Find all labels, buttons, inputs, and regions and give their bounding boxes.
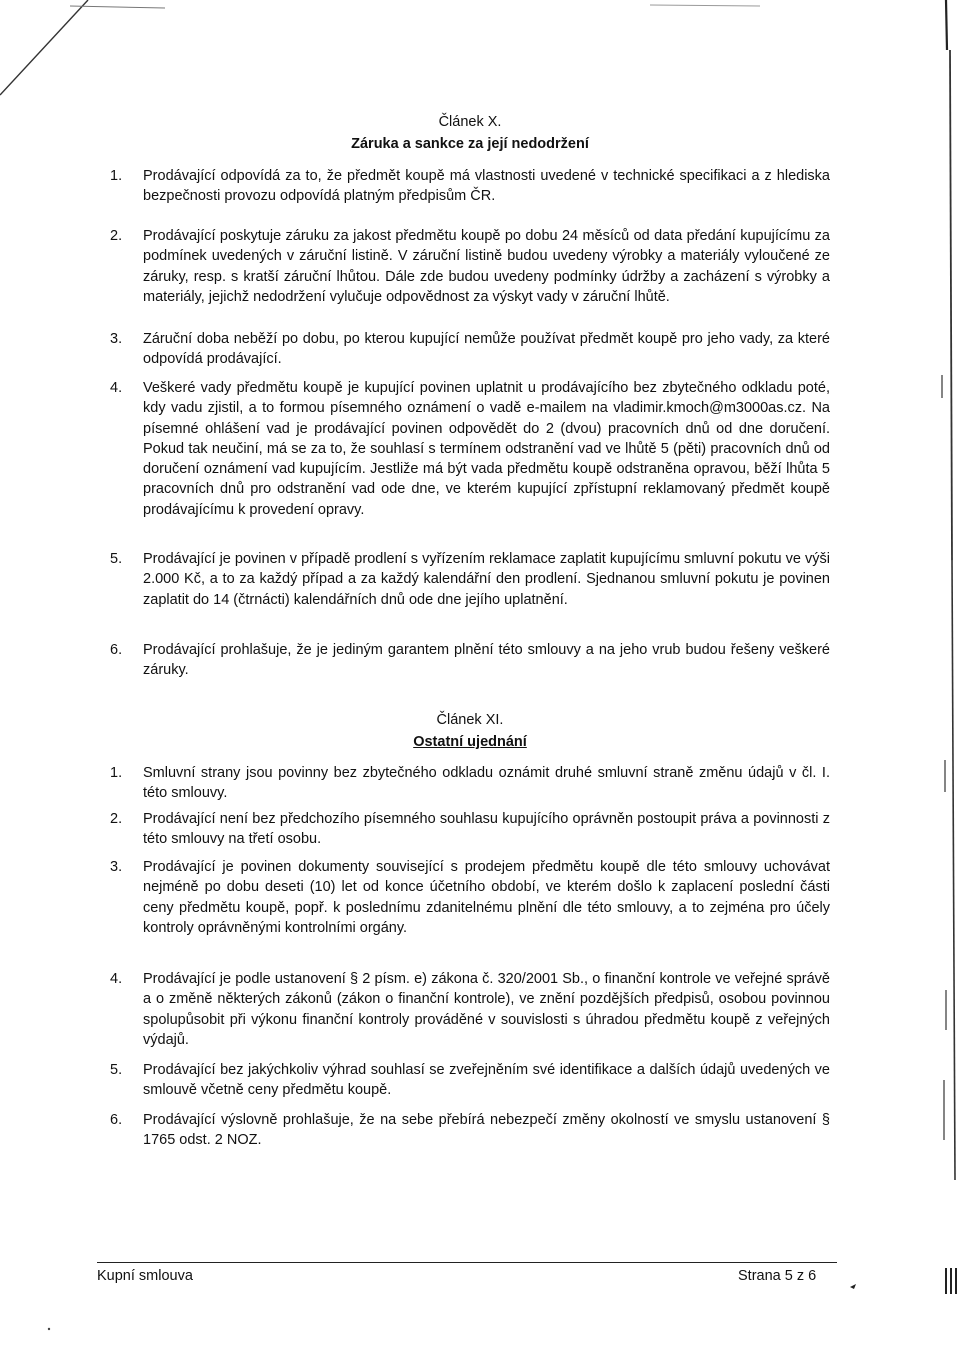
item-text: Prodávající odpovídá za to, že předmět koupě má vlastnosti uvedené v technické specifikaci a z hlediska bezpečnosti provozu odpovídá platným předpisům ČR. — [143, 168, 830, 205]
item-text: Prodávající je povinen dokumenty související s prodejem předmětu koupě dle této smlouvy uchovávat nejméně po dobu deseti (10) let od konce účetního období, ve kterém došlo k zaplacení poslední části ceny předmětu koupě, popř. k poslednímu zdanitelnému plnění dle této smlouvy, a to zejména pro účely kontroly oprávněnými kontrolními orgány. — [143, 859, 830, 936]
article-11-title: Ostatní ujednání — [413, 734, 527, 750]
item-number: 4. — [110, 971, 123, 987]
ink-speck — [48, 1328, 50, 1330]
article-10-item-3 — [110, 329, 830, 370]
article-11-item-2 — [110, 809, 830, 850]
footer-divider — [97, 1262, 837, 1263]
item-number: 5. — [110, 551, 123, 567]
item-number: 6. — [110, 1112, 123, 1128]
item-number: 5. — [110, 1062, 123, 1078]
corner-fold-line — [0, 0, 88, 95]
item-text: Veškeré vady předmětu koupě je kupující povinen uplatnit u prodávajícího bez zbytečného odkladu poté, kdy vadu zjistil, a to formou písemného oznámení o vadě e-mailem na vladimir.kmoch@m3000as.cz. Na písemné ohlášení vad je prodávající povinen odpovědět do 2 (dvou) pracovních dnů od dne doručení. Pokud tak neučiní, má se za to, že souhlasí s termínem odstranění vad ve lhůtě 5 (pěti) pracovních dnů od doručení oznámení vad kupujícím. Jestliže má být vada předmětu koupě odstraněna opravou, běží lhůta 5 pracovních dnů pro odstranění vad ode dne, ve kterém kupující zpřístupní reklamovaný předmět koupě prodávajícímu k provedení opravy. — [143, 380, 830, 518]
right-edge-line-2 — [950, 50, 952, 560]
article-10-number: Článek X. — [438, 114, 502, 130]
item-number: 3. — [110, 331, 123, 347]
ink-speck — [850, 1284, 856, 1289]
item-text: Prodávající výslovně prohlašuje, že na sebe přebírá nebezpečí změny okolností ve smyslu ustanovení § 1765 odst. 2 NOZ. — [143, 1112, 830, 1149]
article-10-item-4 — [110, 378, 830, 520]
article-11-number: Článek XI. — [436, 712, 504, 728]
item-number: 2. — [110, 228, 123, 244]
article-10-item-6 — [110, 640, 830, 681]
right-edge-line — [946, 0, 947, 50]
item-number: 4. — [110, 380, 123, 396]
item-number: 2. — [110, 811, 123, 827]
article-10-item-1 — [110, 166, 830, 207]
item-text: Záruční doba neběží po dobu, po kterou kupující nemůže používat předmět koupě pro jeho vady, za které odpovídá prodávající. — [143, 331, 830, 368]
item-text: Prodávající není bez předchozího písemného souhlasu kupujícího oprávněn postoupit práva a povinnosti z této smlouvy na třetí osobu. — [143, 811, 830, 848]
item-text: Smluvní strany jsou povinny bez zbytečného odkladu oznámit druhé smluvní straně změnu údajů v čl. I. této smlouvy. — [143, 765, 830, 802]
item-text: Prodávající bez jakýchkoliv výhrad souhlasí se zveřejněním své identifikace a dalších údajů uvedených ve smlouvě včetně ceny předmětu koupě. — [143, 1062, 830, 1099]
article-10-heading — [110, 111, 830, 155]
article-11-item-4 — [110, 969, 830, 1050]
top-edge-line — [70, 6, 165, 8]
article-11-item-1 — [110, 763, 830, 804]
article-11-heading — [110, 709, 830, 753]
article-11-item-5 — [110, 1060, 830, 1101]
article-10-title: Záruka a sankce za její nedodržení — [351, 136, 589, 152]
footer-page-number: Strana 5 z 6 — [738, 1268, 817, 1284]
item-number: 6. — [110, 642, 123, 658]
item-text: Prodávající je podle ustanovení § 2 písm. e) zákona č. 320/2001 Sb., o finanční kontrole ve veřejné správě a o změně některých zákonů (zákon o finanční kontrole), ve znění pozdějších předpisů, osobou povinnou spolupůsobit při výkonu finanční kontroly prováděné v souvislosti s úhradou předmětu koupě z veřejných výdajů. — [143, 971, 830, 1048]
item-number: 1. — [110, 168, 123, 184]
item-text: Prodávající prohlašuje, že je jediným garantem plnění této smlouvy a na jeho vrub budou řešeny veškeré záruky. — [143, 642, 830, 679]
footer-document-title: Kupní smlouva — [97, 1268, 193, 1284]
article-11-item-6 — [110, 1110, 830, 1151]
top-edge-mark — [650, 5, 760, 6]
item-text: Prodávající poskytuje záruku za jakost předmětu koupě po dobu 24 měsíců od data předání kupujícímu za podmínek uvedených v záruční listině. V záruční listině budou uvedeny výrobky a materiály vyloučené ze záruky, resp. s kratší záruční lhůtou. Dále zde budou uvedeny podmínky údržby a zacházení s výrobky a materiály, jejichž nedodržení vylučuje odpovědnost za výskyt vady v záruční lhůtě. — [143, 228, 830, 305]
article-10-item-2 — [110, 226, 830, 307]
article-11-item-3 — [110, 857, 830, 938]
item-text: Prodávající je povinen v případě prodlení s vyřízením reklamace zaplatit kupujícímu smluvní pokutu ve výši 2.000 Kč, a to za každý případ a za každý kalendářní den prodlení. Sjednanou smluvní pokutu je povinen zaplatit do 14 (čtrnácti) kalendářních dnů ode dne jejího uplatnění. — [143, 551, 830, 608]
right-edge-line-3 — [952, 560, 955, 1180]
item-number: 3. — [110, 859, 123, 875]
article-10-item-5 — [110, 549, 830, 610]
item-number: 1. — [110, 765, 123, 781]
